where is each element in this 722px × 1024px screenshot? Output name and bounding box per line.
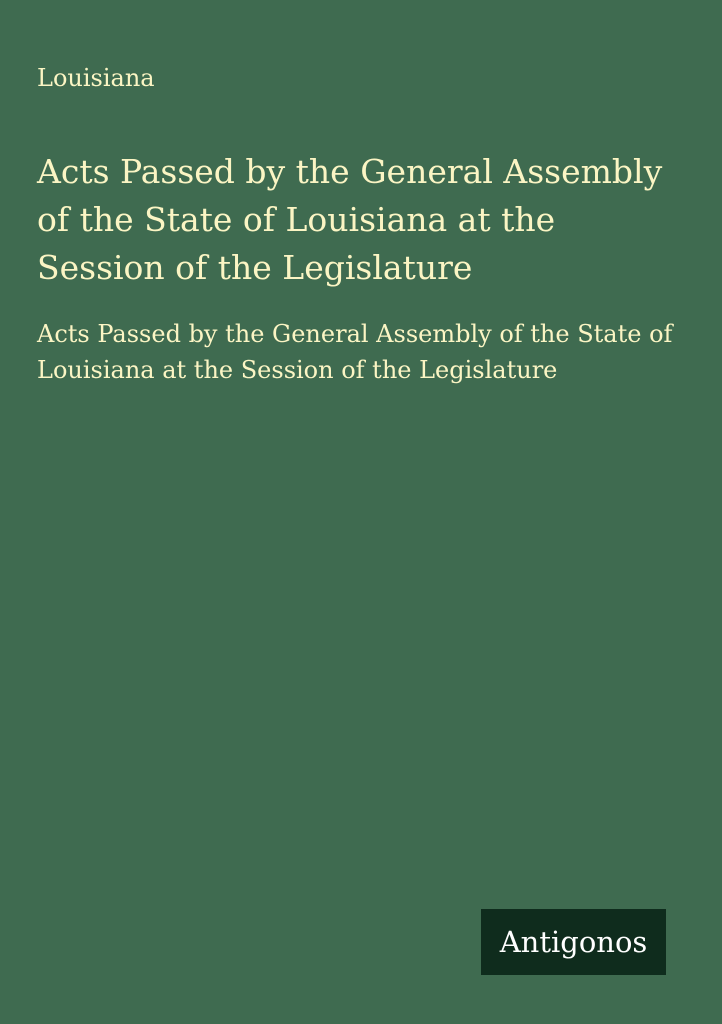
book-subtitle: Acts Passed by the General Assembly of the State of Louisiana at the Session of the Legislature	[37, 320, 673, 384]
publisher-label: Antigonos	[499, 924, 648, 959]
publisher-badge	[481, 909, 666, 975]
author-name: Louisiana	[37, 64, 155, 92]
book-title: Acts Passed by the General Assembly of the State of Louisiana at the Session of the Legislature	[37, 152, 663, 287]
